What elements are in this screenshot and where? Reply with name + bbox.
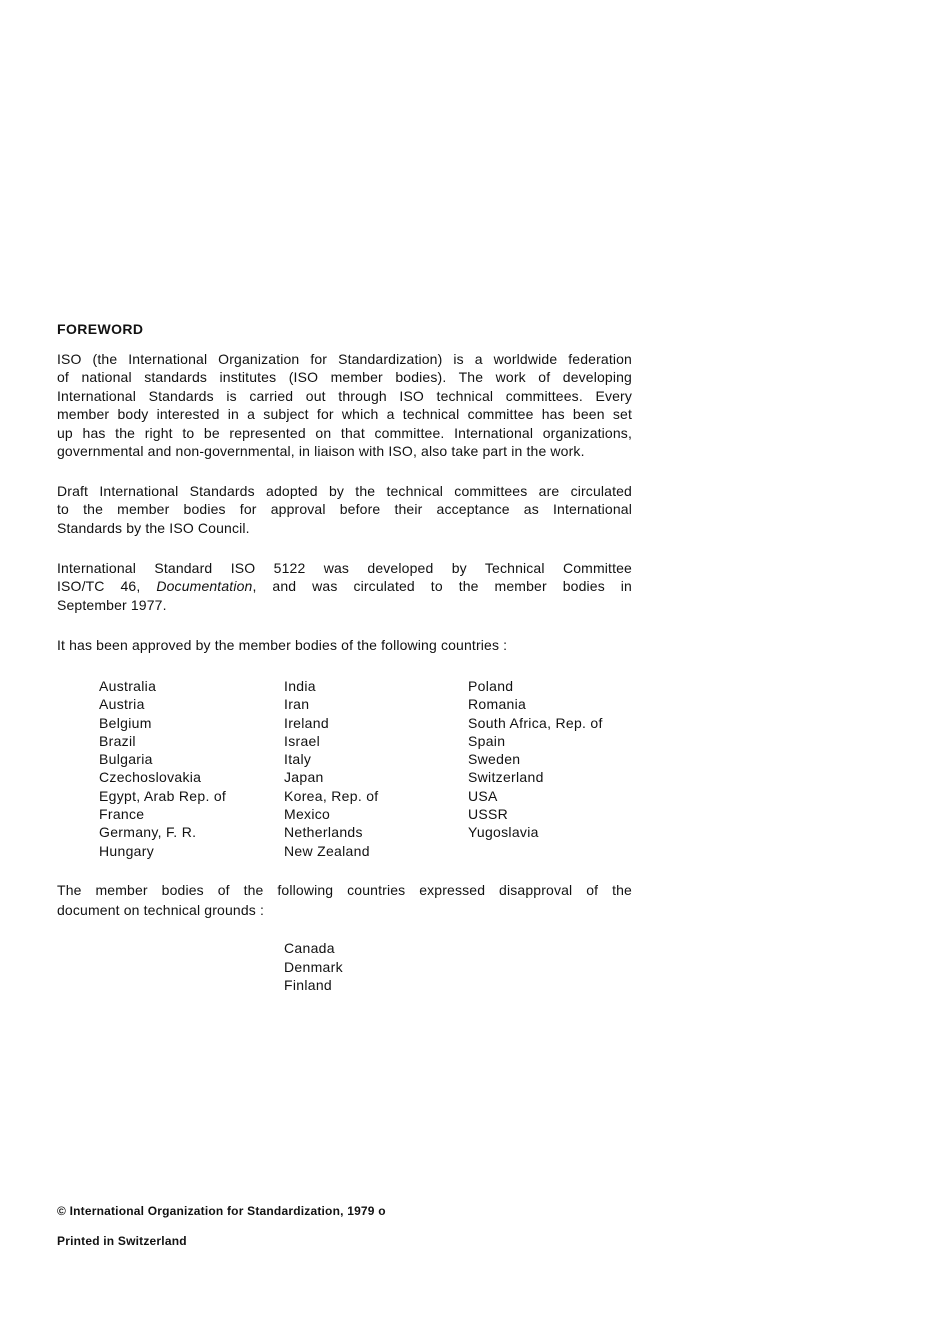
country-item: Egypt, Arab Rep. of — [99, 787, 227, 804]
text-line: ISO (the International Organization for Standardization) is a worldwide federation — [57, 351, 632, 367]
country-item: Ireland — [284, 714, 329, 731]
text-line — [57, 577, 632, 595]
country-item: Finland — [284, 977, 333, 993]
text-line: Draft International Standards adopted by the technical committees are circulated — [57, 483, 632, 499]
paragraph-development — [57, 559, 632, 614]
approved-countries-column-3 — [468, 677, 603, 842]
printed-location: Printed in Switzerland — [57, 1234, 187, 1248]
text-fragment: ISO/TC 46, — [57, 578, 157, 595]
paragraph-disapproval-intro — [57, 881, 632, 920]
country-item: USSR — [468, 806, 509, 823]
country-item: Spain — [468, 732, 506, 749]
text-line: to the member bodies for approval before their acceptance as International — [57, 501, 632, 518]
country-item: Sweden — [468, 751, 521, 768]
country-item: India — [284, 678, 316, 694]
text-line: member body interested in a subject for which a technical committee has been set — [57, 406, 632, 423]
country-item: Hungary — [99, 842, 155, 859]
country-item: Poland — [468, 678, 514, 694]
text-line: International Standard ISO 5122 was developed by Technical Committee — [57, 560, 632, 576]
text-line: It has been approved by the member bodies of the following countries : — [57, 637, 508, 653]
copyright-notice: © International Organization for Standardization, 1979 o — [57, 1204, 386, 1218]
text-line: governmental and non-governmental, in liaison with ISO, also take part in the work. — [57, 443, 585, 460]
country-item: Czechoslovakia — [99, 769, 202, 786]
country-item: Austria — [99, 696, 145, 713]
country-item: Belgium — [99, 714, 152, 731]
country-item: Italy — [284, 751, 312, 768]
country-item: New Zealand — [284, 842, 370, 859]
country-item: South Africa, Rep. of — [468, 714, 603, 731]
paragraph-iso-description — [57, 350, 632, 460]
country-item: Bulgaria — [99, 751, 153, 768]
text-line: up has the right to be represented on that committee. International organizations, — [57, 424, 632, 441]
text-line: document on technical grounds : — [57, 901, 265, 918]
country-item: Japan — [284, 769, 324, 786]
text-line: September 1977. — [57, 596, 167, 613]
approved-countries-column-2 — [284, 677, 378, 860]
country-item: Iran — [284, 696, 310, 713]
country-item: Brazil — [99, 732, 136, 749]
country-item: Denmark — [284, 958, 343, 975]
foreword-heading: FOREWORD — [57, 321, 144, 337]
country-item: Mexico — [284, 806, 331, 823]
text-line: The member bodies of the following countries expressed disapproval of the — [57, 882, 632, 898]
country-item: Switzerland — [468, 769, 544, 786]
country-item: Israel — [284, 732, 321, 749]
text-line: of national standards institutes (ISO member bodies). The work of developing — [57, 369, 632, 386]
paragraph-draft-standards — [57, 482, 632, 537]
country-item: France — [99, 806, 145, 823]
country-item: Romania — [468, 696, 527, 713]
country-item: Australia — [99, 678, 157, 694]
text-line: Standards by the ISO Council. — [57, 519, 250, 536]
country-item: Canada — [284, 940, 335, 956]
paragraph-approval-intro — [57, 636, 632, 654]
country-item: Netherlands — [284, 824, 363, 841]
text-line: International Standards is carried out through ISO technical committees. Every — [57, 387, 632, 404]
text-fragment: , and was circulated to the member bodies in — [252, 578, 632, 595]
country-item: Germany, F. R. — [99, 824, 197, 841]
disapproved-countries-list — [284, 939, 343, 995]
country-item: Yugoslavia — [468, 824, 539, 841]
country-item: USA — [468, 787, 498, 804]
approved-countries-column-1 — [99, 677, 226, 860]
country-item: Korea, Rep. of — [284, 787, 379, 804]
committee-title: Documentation — [156, 578, 253, 595]
